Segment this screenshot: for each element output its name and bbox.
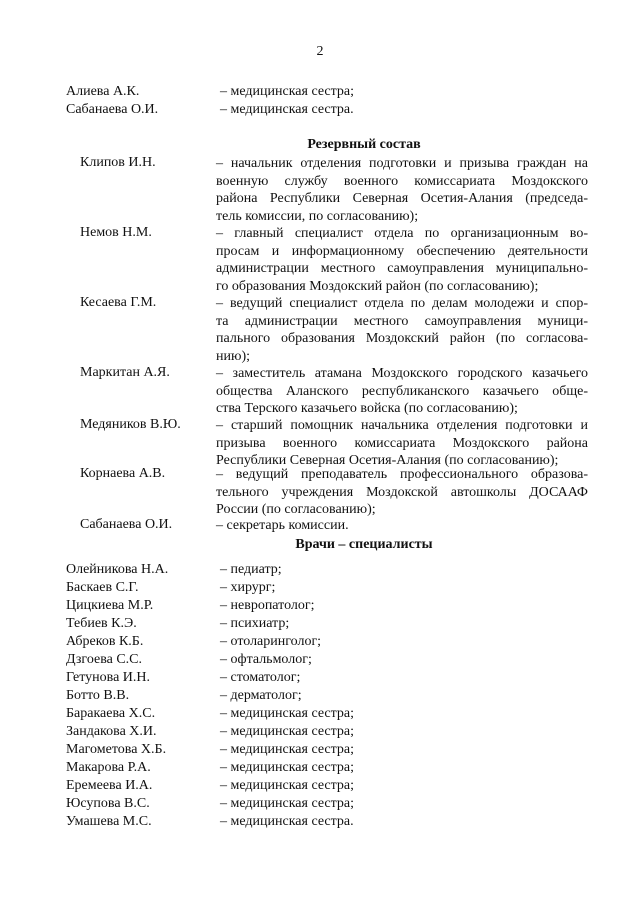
member-role: – медицинская сестра.	[220, 102, 354, 117]
doctor-role: – хирург;	[220, 580, 276, 595]
reserve-member-name: Кесаева Г.М.	[80, 295, 157, 310]
doctor-name: Тебиев К.Э.	[66, 616, 137, 631]
member-name: Алиева А.К.	[66, 84, 140, 99]
reserve-heading: Резервный состав	[307, 137, 421, 152]
description-line: – ведущий преподаватель профессионального образова-	[216, 467, 588, 482]
description-line: Республики Северная Осетия-Алания (по согласованию);	[216, 453, 559, 469]
doctor-name: Ботто В.В.	[66, 688, 130, 703]
doctor-name: Умашева М.С.	[66, 814, 152, 829]
doctor-name: Магометова Х.Б.	[66, 742, 167, 757]
doctor-name: Цицкиева М.Р.	[66, 598, 154, 613]
description-line: России (по согласованию);	[216, 502, 376, 518]
doctor-name: Абреков К.Б.	[66, 634, 144, 649]
page-number: 2	[316, 44, 324, 59]
reserve-member-description	[216, 225, 588, 295]
description-line: пального образования Моздокский район (по согласова-	[216, 331, 588, 347]
description-line: – заместитель атамана Моздокского городского казачьего	[216, 366, 588, 381]
doctor-role: – отоларинголог;	[220, 634, 322, 649]
description-line: – главный специалист отдела по организационным во-	[216, 226, 588, 241]
description-line: тель комиссии, по согласованию);	[216, 208, 419, 224]
description-line: общества Аланского республиканского казачьего обще-	[216, 383, 588, 399]
reserve-member-name: Немов Н.М.	[80, 225, 152, 240]
reserve-member-description	[216, 365, 588, 418]
doctor-role: – стоматолог;	[220, 670, 301, 685]
reserve-member-name: Сабанаева О.И.	[80, 517, 173, 532]
reserve-member-name: Медяников В.Ю.	[80, 417, 181, 432]
reserve-member-name: Клипов И.Н.	[80, 155, 156, 170]
reserve-member-description	[216, 466, 588, 519]
doctor-name: Олейникова Н.А.	[66, 562, 169, 577]
doctor-role: – медицинская сестра;	[220, 760, 354, 775]
doctor-role: – медицинская сестра;	[220, 778, 354, 793]
description-line: ства Терского казачьего войска (по согласованию);	[216, 401, 518, 417]
doctor-name: Баскаев С.Г.	[66, 580, 139, 595]
description-line: го образования Моздокский район (по согласованию);	[216, 278, 539, 294]
doctor-name: Дзгоева С.С.	[66, 652, 143, 667]
description-line: просам и информационному обеспечению деятельности	[216, 243, 588, 259]
member-role: – медицинская сестра;	[220, 84, 354, 99]
doctor-name: Еремеева И.А.	[66, 778, 153, 793]
reserve-member-description	[216, 155, 588, 225]
description-line: – секретарь комиссии.	[216, 518, 349, 533]
reserve-member-description	[216, 295, 588, 365]
reserve-member-description	[216, 517, 588, 535]
doctor-role: – педиатр;	[220, 562, 282, 577]
doctor-role: – медицинская сестра;	[220, 742, 354, 757]
doctor-role: – медицинская сестра;	[220, 706, 354, 721]
doctor-role: – медицинская сестра;	[220, 796, 354, 811]
description-line: администрации местного самоуправления муниципально-	[216, 261, 588, 277]
description-line: нию);	[216, 348, 250, 364]
reserve-member-name: Маркитан А.Я.	[80, 365, 170, 380]
description-line: – старший помощник начальника отделения подготовки и	[216, 418, 588, 433]
description-line: района Республики Северная Осетия-Алания (председа-	[216, 191, 588, 207]
doctor-name: Юсупова В.С.	[66, 796, 150, 811]
doctor-name: Зандакова Х.И.	[66, 724, 157, 739]
doctor-role: – невропатолог;	[220, 598, 315, 613]
description-line: та администрации местного самоуправления муници-	[216, 313, 588, 329]
doctor-name: Гетунова И.Н.	[66, 670, 151, 685]
doctor-name: Макарова Р.А.	[66, 760, 151, 775]
doctor-role: – медицинская сестра;	[220, 724, 354, 739]
doctor-role: – медицинская сестра.	[220, 814, 354, 829]
description-line: призыва военного комиссариата Моздокского района	[216, 435, 588, 451]
reserve-member-description	[216, 417, 588, 470]
description-line: – начальник отделения подготовки и призыва граждан на	[216, 156, 588, 171]
reserve-member-name: Корнаева А.В.	[80, 466, 166, 481]
description-line: военную службу военного комиссариата Моздокского	[216, 173, 588, 189]
member-name: Сабанаева О.И.	[66, 102, 159, 117]
doctor-role: – психиатр;	[220, 616, 290, 631]
doctor-name: Баракаева Х.С.	[66, 706, 156, 721]
description-line: – ведущий специалист отдела по делам молодежи и спор-	[216, 296, 588, 311]
doctor-role: – дерматолог;	[220, 688, 302, 703]
description-line: тельного учреждения Моздокской автошколы ДОСААФ	[216, 484, 588, 500]
doctor-role: – офтальмолог;	[220, 652, 312, 667]
doctors-heading: Врачи – специалисты	[295, 537, 433, 552]
